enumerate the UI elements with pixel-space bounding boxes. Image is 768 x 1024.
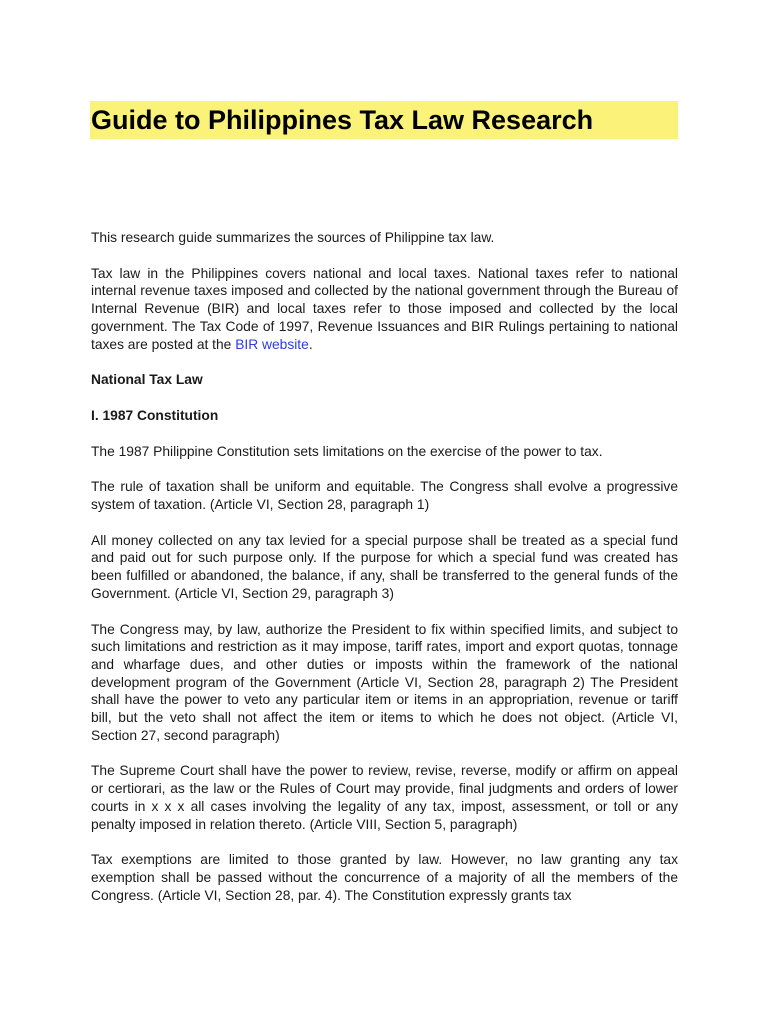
paragraph-tariff-powers: The Congress may, by law, authorize the President to fix within specified limits, and subject to such limitations and restriction as it may impose, tariff rates, import and export quotas, tonnage and wharfage dues, and other duties or imposts within the framework of the national development program of the Government (Article VI, Section 28, paragraph 2) The President shall have the power to veto any particular item or items in an appropriation, revenue or tariff bill, but the veto shall not affect the item or items to which he does not object. (Article VI, Section 27, second paragraph)	[91, 621, 678, 743]
overview-paragraph	[91, 265, 678, 354]
paragraph-uniform-taxation: The rule of taxation shall be uniform and equitable. The Congress shall evolve a progressive system of taxation. (Article VI, Section 28, paragraph 1)	[91, 479, 678, 513]
paragraph-limitations: The 1987 Philippine Constitution sets limitations on the exercise of the power to tax.	[91, 443, 603, 459]
section-heading-national-tax-law: National Tax Law	[91, 372, 203, 388]
overview-period: .	[308, 336, 313, 352]
overview-text: Tax law in the Philippines covers national and local taxes. National taxes refer to national internal revenue taxes imposed and collected by the national government through the Bureau of Internal Revenue (BIR) and local taxes refer to those imposed and collected by the local government. The Tax Code of 1997, Revenue Issuances and BIR Rulings pertaining to national taxes are posted at the	[91, 265, 678, 352]
paragraph-special-fund: All money collected on any tax levied for a special purpose shall be treated as a special fund and paid out for such purpose only. If the purpose for which a special fund was created has been fulfilled or abandoned, the balance, if any, shall be transferred to the general funds of the Government. (Article VI, Section 29, paragraph 3)	[91, 532, 678, 601]
subsection-heading-constitution: I. 1987 Constitution	[91, 407, 219, 423]
paragraph-tax-exemptions: Tax exemptions are limited to those granted by law. However, no law granting any tax exemption shall be passed without the concurrence of a majority of all the members of the Congress. (Article VI, Section 28, par. 4). The Constitution expressly grants tax	[91, 852, 678, 903]
page-title: Guide to Philippines Tax Law Research	[91, 105, 594, 135]
document-body	[91, 229, 678, 922]
intro-paragraph: This research guide summarizes the sources of Philippine tax law.	[91, 230, 495, 245]
paragraph-supreme-court: The Supreme Court shall have the power to review, revise, reverse, modify or affirm on appeal or certiorari, as the law or the Rules of Court may provide, final judgments and orders of lower courts in x x x all cases involving the legality of any tax, impost, assessment, or toll or any penalty imposed in relation thereto. (Article VIII, Section 5, paragraph)	[91, 763, 678, 832]
bir-website-link[interactable]: BIR website	[235, 336, 309, 352]
